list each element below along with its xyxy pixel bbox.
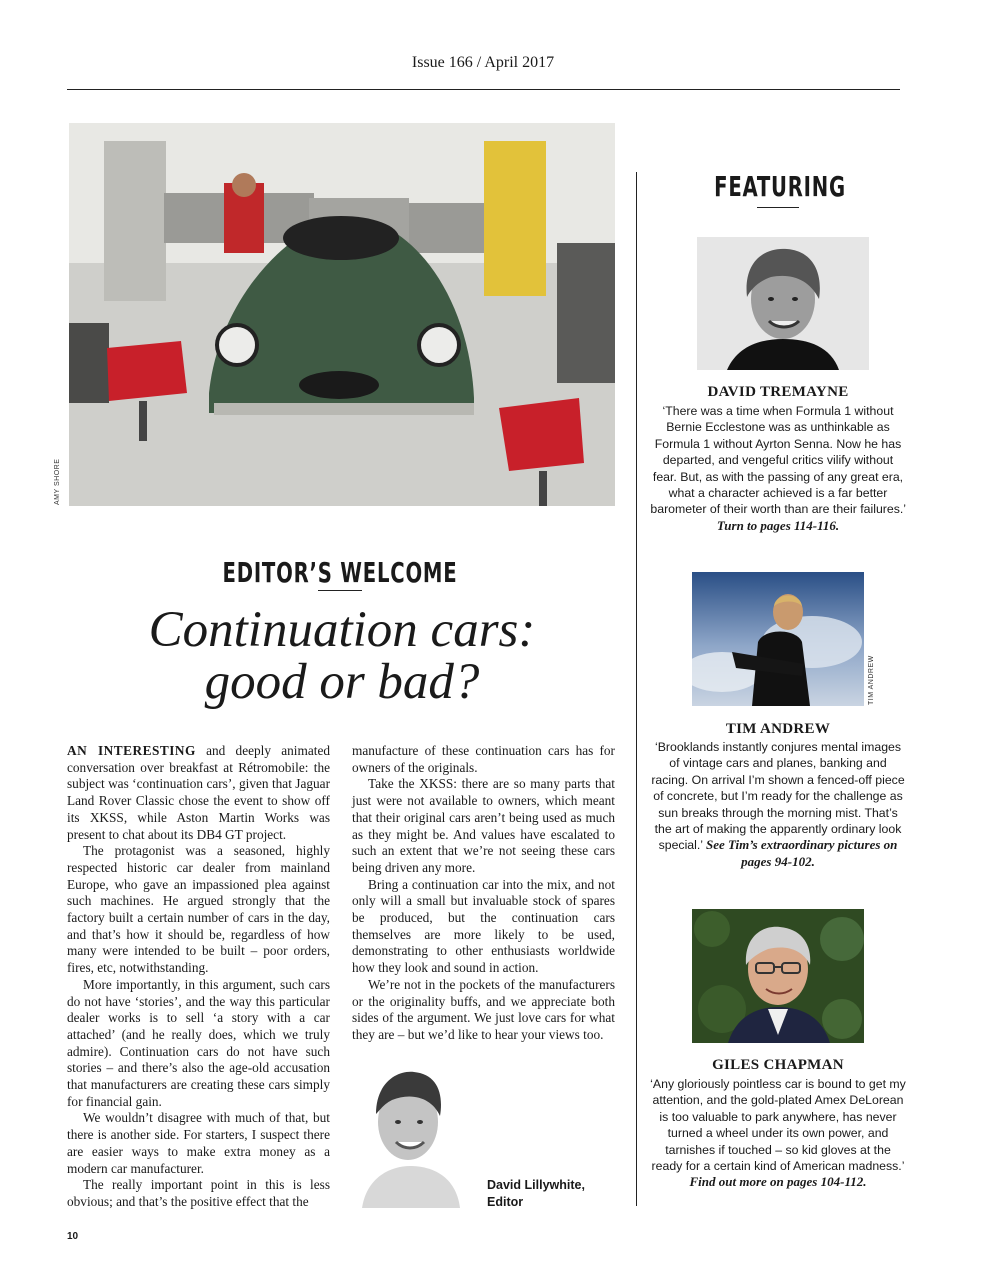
hero-photo: [69, 123, 615, 506]
article-column-1: [67, 743, 330, 1211]
paragraph: manufacture of these continuation cars has for owners of the originals.: [352, 743, 615, 775]
page-reference: See Tim’s extraordinary pictures on pages 94-102.: [706, 837, 898, 869]
column-divider: [636, 172, 637, 1206]
paragraph: More importantly, in this argument, such cars do not have ‘stories’, and the way this particular dealer works is to sell ‘a story with a car attached’ (and he really does, which we truly admire). Continuation cars do not have such stories – and there’s also the age-old accusation that manufacturers are creating these cars simply for financial gain.: [67, 976, 330, 1109]
editor-caption: [487, 1177, 585, 1211]
editor-name: David Lillywhite,: [487, 1178, 585, 1192]
contributor-quote: ‘There was a time when Formula 1 without Bernie Ecclestone was as unthinkable as Formula 1 without Ayrton Senna. Now he has departed, and vengeful critics vilify without fear. But, as with the passing of any great era, what a character achieved is a far better barometer of their worth than are their failures.’: [650, 404, 906, 517]
section-rule: [318, 590, 362, 591]
paragraph: [67, 743, 330, 843]
contributor-name: DAVID TREMAYNE: [707, 384, 849, 400]
issue-label: Issue 166 / April 2017: [411, 54, 555, 71]
headline-line: Continuation cars:: [148, 602, 536, 658]
paragraph: We wouldn’t disagree with much of that, but there is another side. For starters, I suspect there are easier ways to make extra money as a modern car manufacturer.: [67, 1110, 330, 1176]
contributor-photo-tim-andrew: [692, 572, 864, 706]
contributor-name: TIM ANDREW: [725, 721, 831, 737]
paragraph: Bring a continuation car into the mix, and not only will a small but invaluable stock of spares be produced, but the continuation cars themselves are more likely to be used, demonstrating to other enthusiasts worldwide how they look and sound in action.: [352, 876, 615, 976]
featuring-title: FEATURING: [714, 170, 846, 203]
contributor-photo-david-tremayne: [697, 237, 869, 370]
featuring-rule: [757, 207, 799, 208]
contributor-quote: ‘Brooklands instantly conjures mental images of vintage cars and planes, banking and racing. On arrival I’m shown a fenced-off piece of concrete, but I’m ready for the challenge as sun breaks through the morning mist. That’s the art of making the apparently ordinary look special.’: [651, 740, 905, 853]
paragraph: The protagonist was a seasoned, highly respected historic car dealer from mainland Europe, who gave an impassioned plea against such machines. He argued strongly that the factory built a certain number of cars in the day, and that’s how it should be, regardless of how many were intended to be built – poor orders, fires, etc, notwithstanding.: [67, 843, 330, 976]
contributor-name: GILES CHAPMAN: [712, 1057, 844, 1073]
paragraph: We’re not in the pockets of the manufacturers or the originality buffs, and we appreciate both sides of the argument. We just love cars for what they are – but we’d like to hear your views too.: [352, 976, 615, 1042]
page-reference: Find out more on pages 104-112.: [689, 1174, 867, 1190]
contributor-photo-giles-chapman: [692, 909, 864, 1043]
section-title: EDITOR’S WELCOME: [222, 556, 458, 589]
paragraph-text: and deeply animated conversation over breakfast at Rétromobile: the subject was ‘continuation cars’, given that Jaguar Land Rover Classic chose the event to show off its XKSS, while Aston Martin Works was present to chat about its DB4 GT project.: [67, 743, 330, 842]
article-column-2: [352, 743, 615, 1044]
headline: [68, 604, 616, 708]
contributor-quote: ‘Any gloriously pointless car is bound to get my attention, and the gold-plated Amex DeLorean is too valuable to park anywhere, has never turned a wheel under its own power, and tarnishes if touched – so kid gloves at the ready for a certain kind of American madness.’: [650, 1077, 906, 1174]
contributor-blurb: [650, 403, 906, 534]
paragraph: The really important point in this is less obvious; and that’s the positive effect that the: [67, 1177, 330, 1209]
editor-portrait: [352, 1058, 468, 1208]
editor-role: Editor: [487, 1195, 524, 1209]
headline-line: good or bad?: [204, 654, 480, 710]
photo-credit: AMY SHORE: [54, 458, 61, 505]
page-reference: Turn to pages 114-116.: [716, 517, 840, 533]
contributor-blurb: [650, 739, 906, 870]
contributor-blurb: [650, 1076, 906, 1191]
photo-credit: TIM ANDREW: [868, 655, 875, 705]
header-rule: [67, 89, 900, 90]
page-number: 10: [67, 1231, 79, 1242]
paragraph: Take the XKSS: there are so many parts that just were not available to owners, which meant that their original cars aren’t being used as much as they might be. And values have escalated to such an extent that we’re not seeing these cars being driven any more.: [352, 776, 615, 875]
lead-in: AN INTERESTING: [67, 743, 196, 758]
